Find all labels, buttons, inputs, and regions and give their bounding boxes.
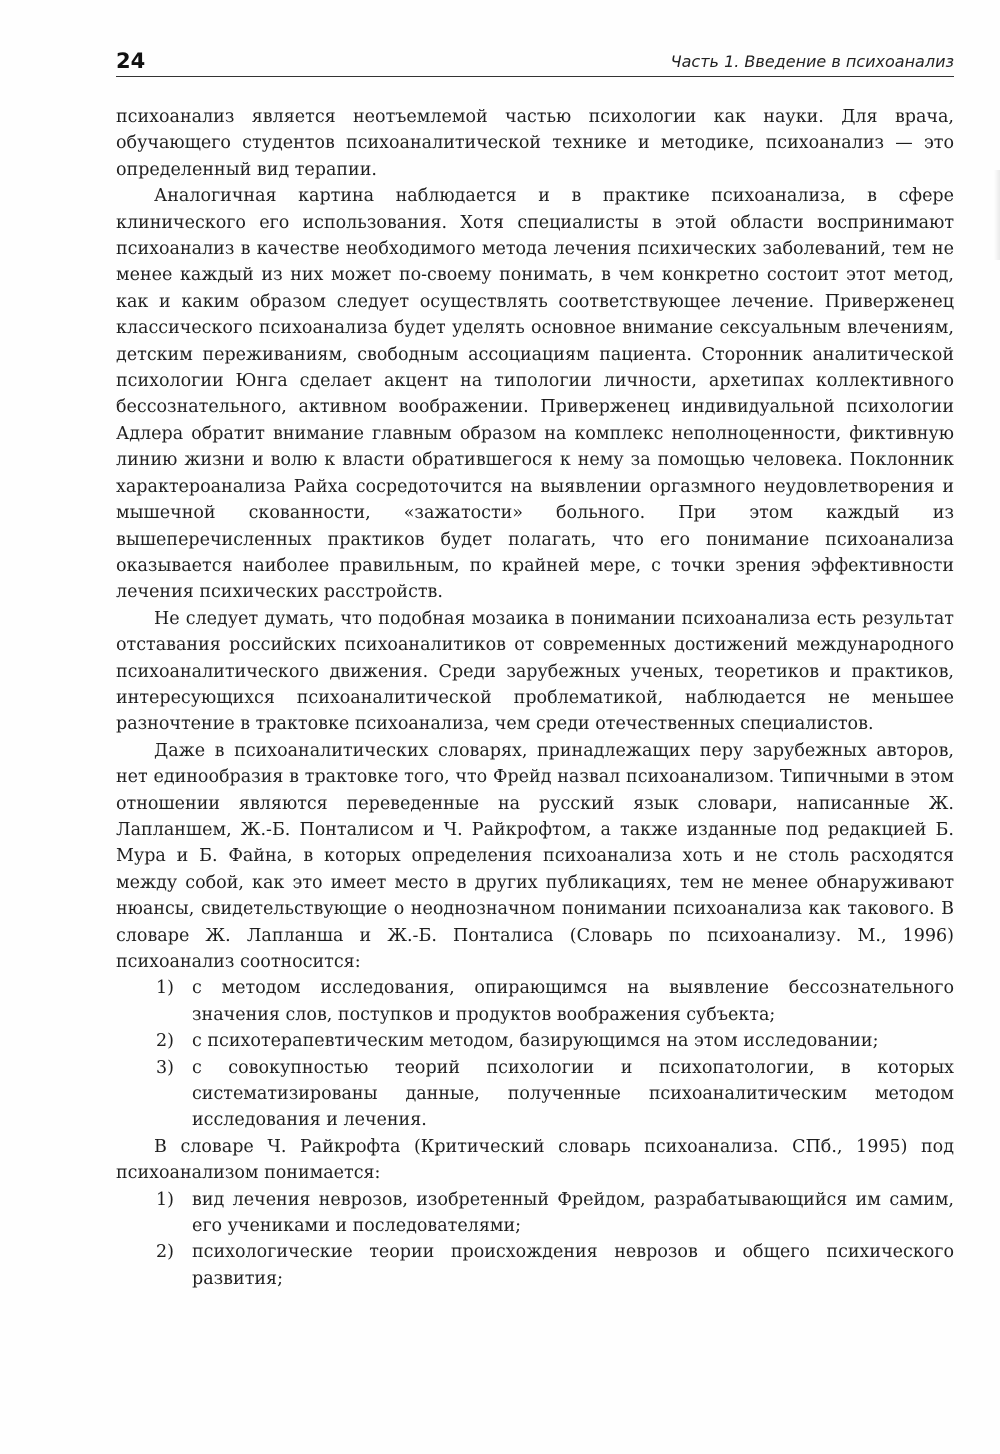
- list-item-text: с методом исследования, опирающимся на выявление бессознательного значения слов, поступков и продуктов воображения субъекта;: [192, 978, 954, 1025]
- list-item: [116, 1187, 954, 1240]
- laplanche-definition-list: [116, 975, 954, 1133]
- paragraph-5: В словаре Ч. Райкрофта (Критический словарь психоанализа. СПб., 1995) под психоанализом понимается:: [116, 1136, 954, 1184]
- paragraph-2: Аналогичная картина наблюдается и в практике психоанализа, в сфере клинического его использования. Хотя специалисты в этой области воспринимают психоанализ в качестве необходимого метода лечения психических заболеваний, тем не менее каждый из них может по-своему понимать, в чем конкретно состоит этот метод, как и каким образом следует осуществлять соответствующее лечение. Приверженец классического психоанализа будет уделять основное внимание сексуальным влечениям, детским переживаниям, свободным ассоциациям пациента. Сторонник аналитической психологии Юнга сделает акцент на типологии личности, архетипах коллективного бессознательного, активном воображении. Приверженец индивидуальной психологии Адлера обратит внимание главным образом на комплекс неполноценности, фиктивную линию жизни и волю к власти обратившегося к нему за помощью человека. Поклонник характероанализа Райха сосредоточится на выявлении оргазмного неудовлетворения и мышечной скованности, «зажатости» больного. При этом каждый из вышеперечисленных практиков будет полагать, что его понимание психоанализа оказывается наиболее правильным, по крайней мере, с точки зрения эффективности лечения психических расстройств.: [116, 186, 954, 603]
- list-item-number: 1): [156, 1189, 174, 1210]
- list-item: [116, 975, 954, 1028]
- list-item: [116, 1055, 954, 1134]
- scan-edge-shadow: [994, 170, 1000, 260]
- list-item-number: 3): [156, 1057, 174, 1078]
- page-number: 24: [116, 49, 146, 73]
- list-item-text: вид лечения неврозов, изобретенный Фрейдом, разрабатывающийся им самим, его учениками и последователями;: [192, 1189, 954, 1237]
- list-item-text: психологические теории происхождения неврозов и общего психического развития;: [192, 1242, 954, 1289]
- paragraph-4: Даже в психоаналитических словарях, принадлежащих перу зарубежных авторов, нет единообразия в трактовке того, что Фрейд назвал психоанализом. Типичными в этом отношении являются переведенные на русский язык словари, написанные Ж. Лапланшем, Ж.-Б. Понталисом и Ч. Райкрофтом, а также изданные под редакцией Б. Мура и Б. Файна, в которых определения психоанализа хоть и не столь расходятся между собой, как это имеет место в других публикациях, тем не менее обнаруживают нюансы, свидетельствующие о неоднозначном понимании психоанализа как такового. В словаре Ж. Лапланша и Ж.-Б. Понталиса (Словарь по психоанализу. М., 1996) психоанализ соотносится:: [116, 740, 954, 972]
- rycroft-definition-list: [116, 1187, 954, 1293]
- running-head: Часть 1. Введение в психоанализ: [670, 52, 954, 71]
- list-item-number: 2): [156, 1242, 174, 1263]
- list-item: [116, 1028, 954, 1054]
- paragraph-1: психоанализ является неотъемлемой частью психологии как науки. Для врача, обучающего студентов психоаналитической технике и методике, психоанализ — это определенный вид терапии.: [116, 107, 954, 180]
- list-item: [116, 1239, 954, 1292]
- page-body: [116, 104, 954, 1292]
- page-header: [116, 48, 954, 77]
- list-item-number: 2): [156, 1031, 174, 1052]
- paragraph-3: Не следует думать, что подобная мозаика в понимании психоанализа есть результат отставания российских психоаналитиков от современных достижений международного психоаналитического движения. Среди зарубежных ученых, теоретиков и практиков, интересующихся психоаналитической проблематикой, наблюдается не меньшее разночтение в трактовке психоанализа, чем среди отечественных специалистов.: [116, 608, 954, 735]
- list-item-number: 1): [156, 978, 174, 999]
- list-item-text: с совокупностью теорий психологии и психопатологии, в которых систематизированы данные, полученные психоаналитическим методом исследования и лечения.: [192, 1057, 954, 1131]
- list-item-text: с психотерапевтическим методом, базирующимся на этом исследовании;: [192, 1031, 879, 1052]
